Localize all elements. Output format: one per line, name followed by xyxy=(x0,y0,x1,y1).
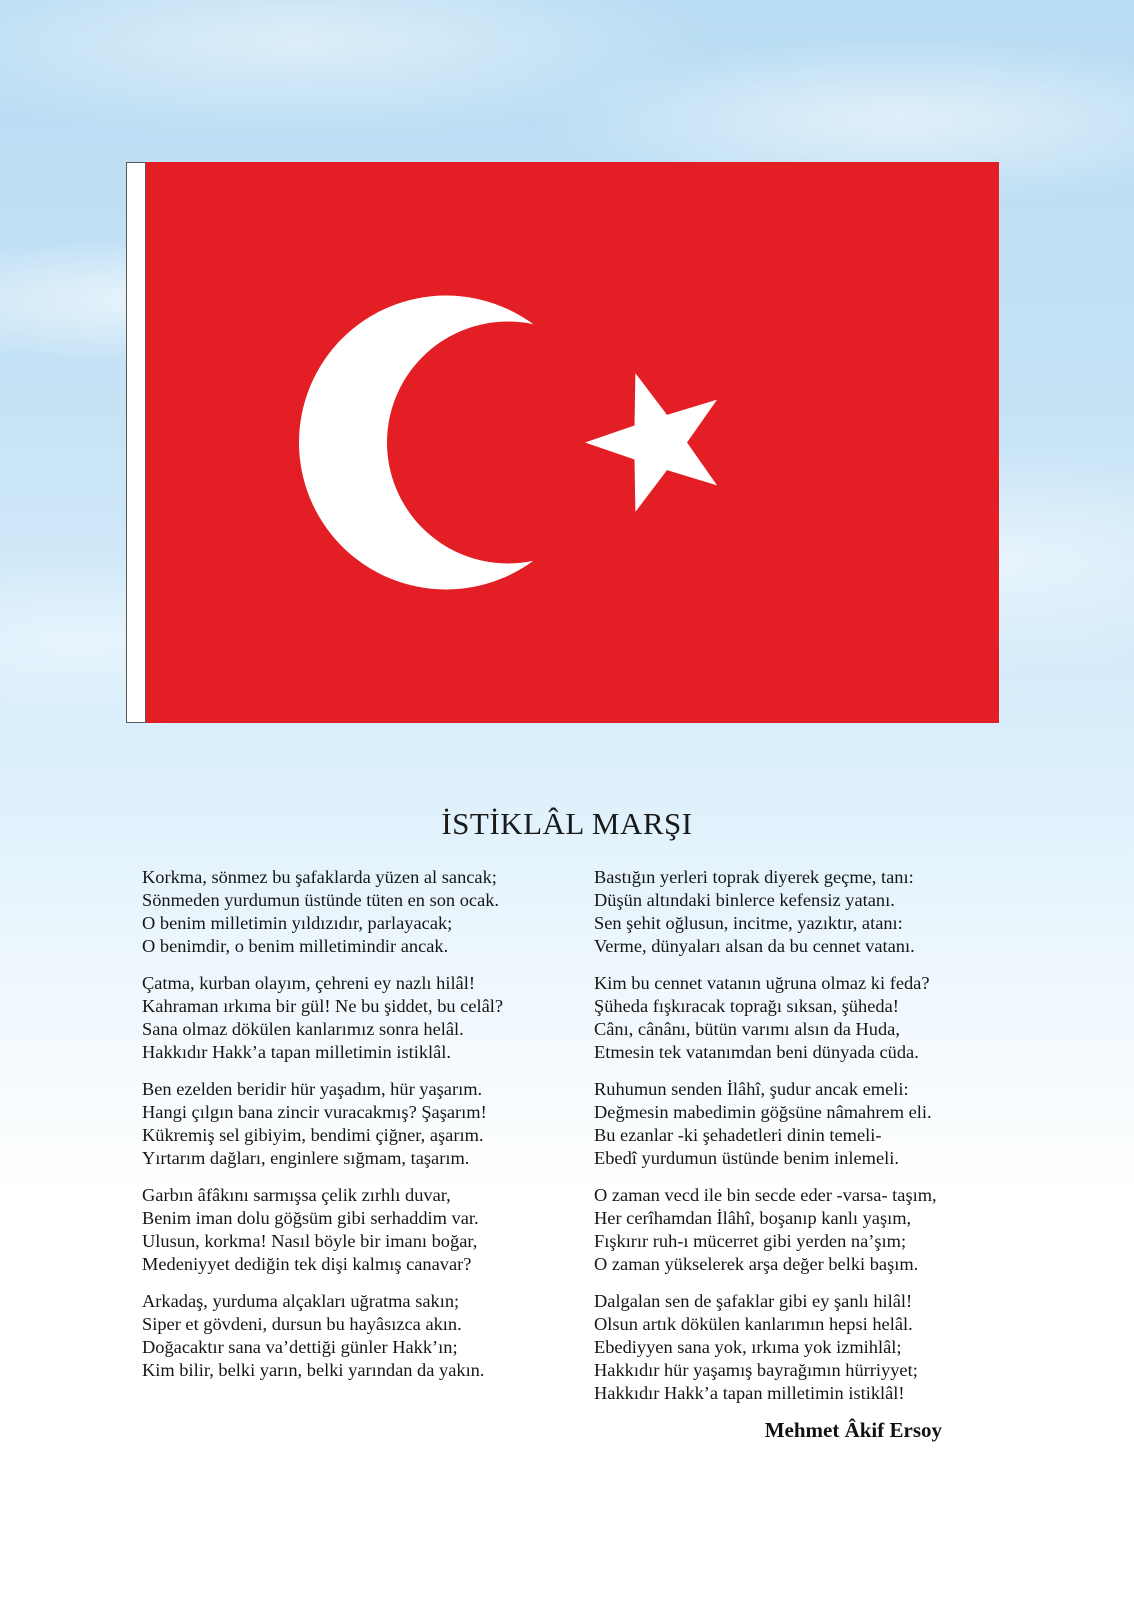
stanza xyxy=(594,1184,1034,1276)
verse-line: Çatma, kurban olayım, çehreni ey nazlı hilâl! xyxy=(142,973,475,993)
right-column xyxy=(594,866,1034,1419)
verse-line: Hakkıdır Hakk’a tapan milletimin istiklâl! xyxy=(594,1383,905,1403)
verse-line: Doğacaktır sana va’dettiği günler Hakk’ın; xyxy=(142,1337,458,1357)
verse-line: Sönmeden yurdumun üstünde tüten en son ocak. xyxy=(142,890,500,910)
verse-line: Ebedî yurdumun üstünde benim inlemeli. xyxy=(594,1148,899,1168)
turkish-flag xyxy=(146,162,999,723)
verse-line: Olsun artık dökülen kanlarımın hepsi helâl. xyxy=(594,1314,913,1334)
verse-line: Ebediyyen sana yok, ırkıma yok izmihlâl; xyxy=(594,1337,902,1357)
verse-line: Hakkıdır Hakk’a tapan milletimin istiklâl. xyxy=(142,1042,451,1062)
verse-line: Kükremiş sel gibiyim, bendimi çiğner, aşarım. xyxy=(142,1125,484,1145)
verse-line: Düşün altındaki binlerce kefensiz yatanı. xyxy=(594,890,895,910)
verse-line: Değmesin mabedimin göğsüne nâmahrem eli. xyxy=(594,1102,932,1122)
verse-line: Her cerîhamdan İlâhî, boşanıp kanlı yaşım, xyxy=(594,1208,912,1228)
verse-line: Ruhumun senden İlâhî, şudur ancak emeli: xyxy=(594,1079,909,1099)
verse-line: Sana olmaz dökülen kanlarımız sonra helâl. xyxy=(142,1019,464,1039)
verse-line: Şüheda fışkıracak toprağı sıksan, şüheda! xyxy=(594,996,899,1016)
verse-line: Medeniyyet dediğin tek dişi kalmış canavar? xyxy=(142,1254,472,1274)
verse-line: Ulusun, korkma! Nasıl böyle bir imanı boğar, xyxy=(142,1231,478,1251)
verse-line: Dalgalan sen de şafaklar gibi ey şanlı hilâl! xyxy=(594,1291,913,1311)
verse-line: Kim bilir, belki yarın, belki yarından da yakın. xyxy=(142,1360,485,1380)
verse-line: Etmesin tek vatanımdan beni dünyada cüda. xyxy=(594,1042,919,1062)
verse-line: Yırtarım dağları, enginlere sığmam, taşarım. xyxy=(142,1148,470,1168)
verse-line: Arkadaş, yurduma alçakları uğratma sakın; xyxy=(142,1291,460,1311)
verse-line: Korkma, sönmez bu şafaklarda yüzen al sancak; xyxy=(142,867,497,887)
verse-line: Fışkırır ruh-ı mücerret gibi yerden na’şım; xyxy=(594,1231,907,1251)
verse-line: Hakkıdır hür yaşamış bayrağımın hürriyyet; xyxy=(594,1360,918,1380)
stanza xyxy=(142,972,582,1064)
flag-svg xyxy=(146,162,999,723)
verse-line: Ben ezelden beridir hür yaşadım, hür yaşarım. xyxy=(142,1079,483,1099)
stanza xyxy=(594,866,1034,958)
verse-line: Kim bu cennet vatanın uğruna olmaz ki feda? xyxy=(594,973,930,993)
stanza xyxy=(594,1290,1034,1405)
verse-line: Bu ezanlar -ki şehadetleri dinin temeli- xyxy=(594,1125,882,1145)
verse-line: Bastığın yerleri toprak diyerek geçme, tanı: xyxy=(594,867,914,887)
stanza xyxy=(594,972,1034,1064)
verse-line: Garbın âfâkını sarmışsa çelik zırhlı duvar, xyxy=(142,1185,451,1205)
verse-line: Verme, dünyaları alsan da bu cennet vatanı. xyxy=(594,936,915,956)
verse-line: Siper et gövdeni, dursun bu hayâsızca akın. xyxy=(142,1314,462,1334)
verse-line: O zaman vecd ile bin secde eder -varsa- taşım, xyxy=(594,1185,937,1205)
flag-pole xyxy=(126,162,146,723)
stanza xyxy=(142,1290,582,1382)
crescent-icon xyxy=(299,296,593,590)
verse-line: O benim milletimin yıldızıdır, parlayacak; xyxy=(142,913,453,933)
stanza xyxy=(142,1184,582,1276)
stanza xyxy=(594,1078,1034,1170)
anthem-title: İSTİKLÂL MARŞI xyxy=(441,806,693,841)
stanza xyxy=(142,866,582,958)
verse-line: Cânı, cânânı, bütün varımı alsın da Huda, xyxy=(594,1019,900,1039)
verse-line: Hangi çılgın bana zincir vuracakmış? Şaşarım! xyxy=(142,1102,487,1122)
verse-line: Sen şehit oğlusun, incitme, yazıktır, atanı: xyxy=(594,913,903,933)
verse-line: Benim iman dolu göğsüm gibi serhaddim var. xyxy=(142,1208,479,1228)
verse-line: O zaman yükselerek arşa değer belki başım. xyxy=(594,1254,919,1274)
left-column xyxy=(142,866,582,1396)
flag-with-pole xyxy=(126,162,999,723)
author-name: Mehmet Âkif Ersoy xyxy=(764,1418,942,1442)
stanza xyxy=(142,1078,582,1170)
verse-line: O benimdir, o benim milletimindir ancak. xyxy=(142,936,449,956)
verse-line: Kahraman ırkıma bir gül! Ne bu şiddet, bu celâl? xyxy=(142,996,504,1016)
